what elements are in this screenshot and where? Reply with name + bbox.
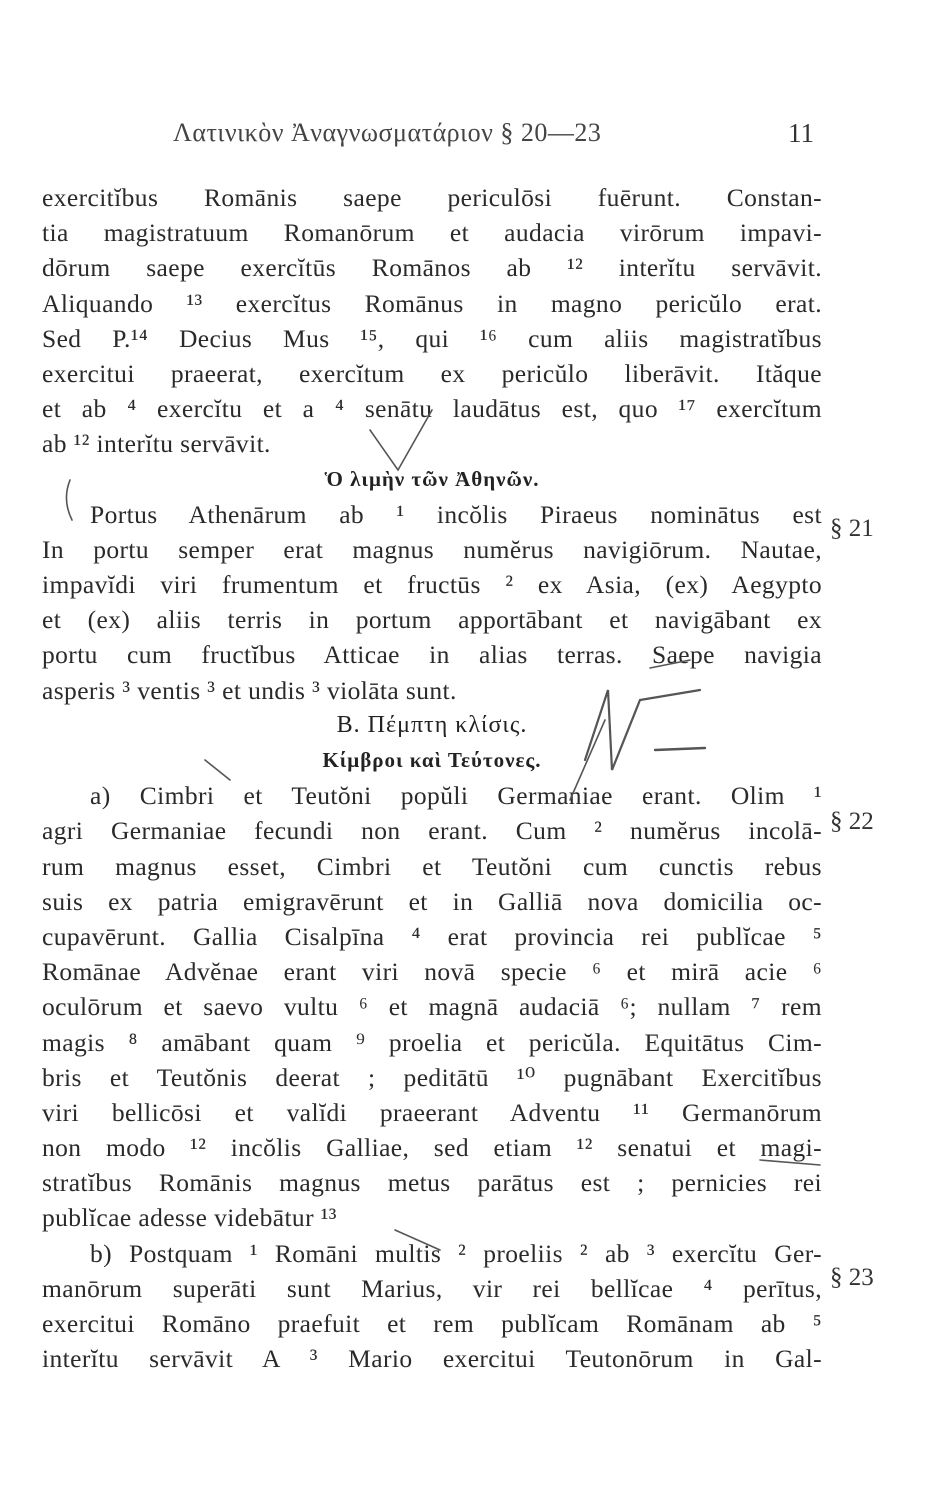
section-heading-cimbri: Κίμβροι καὶ Τεύτονες. (322, 748, 542, 772)
page-body (42, 180, 822, 1376)
text-line: non modo ¹² incŏlis Galliae, sed etiam ¹² senatui et magi- (42, 1133, 822, 1163)
text-line: tia magistratuum Romanōrum et audacia virōrum impavi- (42, 218, 822, 248)
text-line: publĭcae adesse videbātur ¹³ (42, 1203, 337, 1233)
text-line: magis ⁸ amābant quam ⁹ proelia et pericŭla. Equitātus Cim- (42, 1027, 822, 1057)
text-line: exercitĭbus Romānis saepe periculōsi fuērunt. Constan- (42, 183, 822, 212)
text-line: Sed P.¹⁴ Decius Mus ¹⁵, qui ¹⁶ cum aliis magistratĭbus (42, 323, 822, 353)
text-line: suis ex patria emigravērunt et in Galliā nova domicilia oc- (42, 886, 822, 916)
page-header (0, 118, 947, 158)
text-line: portu cum fructĭbus Atticae in alias terras. Saepe navigia (42, 640, 822, 670)
text-line: dōrum saepe exercĭtūs Romānos ab ¹² interĭtu servāvit. (42, 253, 822, 283)
text-line: et (ex) aliis terris in portum apportābant et navigābant ex (42, 605, 822, 635)
section-heading-declension: B. Πέμπτη κλίσις. (336, 711, 528, 738)
running-title: Λατινικὸν Ἀναγνωσματάριον § 20—23 (173, 118, 602, 147)
text-line: cupavērunt. Gallia Cisalpīna ⁴ erat provincia rei publĭcae ⁵ (42, 921, 822, 951)
section-mark-23: § 23 (830, 1264, 874, 1291)
section-mark-22: § 22 (830, 808, 874, 835)
text-line: oculōrum et saevo vultu ⁶ et magnā audaciā ⁶; nullam ⁷ rem (42, 992, 822, 1022)
text-line: In portu semper erat magnus numĕrus navigiōrum. Nautae, (42, 534, 822, 564)
text-line: stratĭbus Romānis magnus metus parātus est ; pernicies rei (42, 1168, 822, 1198)
text-line: interĭtu servāvit A ³ Mario exercitui Teutonōrum in Gal- (42, 1344, 822, 1374)
text-line: et ab ⁴ exercĭtu et a ⁴ senātu laudātus est, quo ¹⁷ exercĭtum (42, 394, 822, 424)
section-heading-harbor: Ὁ λιμὴν τῶν Ἀθηνῶν. (324, 466, 540, 491)
text-line: rum magnus esset, Cimbri et Teutŏni cum cunctis rebus (42, 851, 822, 881)
text-line: bris et Teutŏnis deerat ; peditātū ¹⁰ pugnābant Exercitĭbus (42, 1062, 822, 1092)
text-line: ab ¹² interĭtu servāvit. (42, 429, 271, 459)
text-line: Aliquando ¹³ exercĭtus Romānus in magno pericŭlo erat. (42, 288, 822, 318)
text-line: impavĭdi viri frumentum et fructūs ² ex Asia, (ex) Aegypto (42, 570, 822, 600)
text-line: viri bellicōsi et valĭdi praeerant Adventu ¹¹ Germanōrum (42, 1097, 822, 1127)
text-line: manōrum superāti sunt Marius, vir rei bellĭcae ⁴ perītus, (42, 1273, 822, 1303)
text-line: a) Cimbri et Teutŏni popŭli Germaniae erant. Olim ¹ (90, 781, 822, 811)
text-line: b) Postquam ¹ Romāni multis ² proeliis ² ab ³ exercĭtu Ger- (90, 1238, 822, 1268)
text-line: Romānae Advĕnae erant viri novā specie ⁶ et mirā acie ⁶ (42, 957, 822, 987)
text-line: exercitui Romāno praefuit et rem publĭcam Romānam ab ⁵ (42, 1309, 822, 1338)
text-line: asperis ³ ventis ³ et undis ³ violāta sunt. (42, 675, 457, 705)
text-line: agri Germaniae fecundi non erant. Cum ² numĕrus incolā- (42, 816, 822, 846)
text-line: exercitui praeerat, exercĭtum ex pericŭlo liberāvit. Ităque (42, 358, 822, 388)
page-number: 11 (788, 118, 814, 148)
section-mark-21: § 21 (830, 515, 874, 542)
text-line: Portus Athenārum ab ¹ incŏlis Piraeus nominātus est (90, 499, 822, 529)
